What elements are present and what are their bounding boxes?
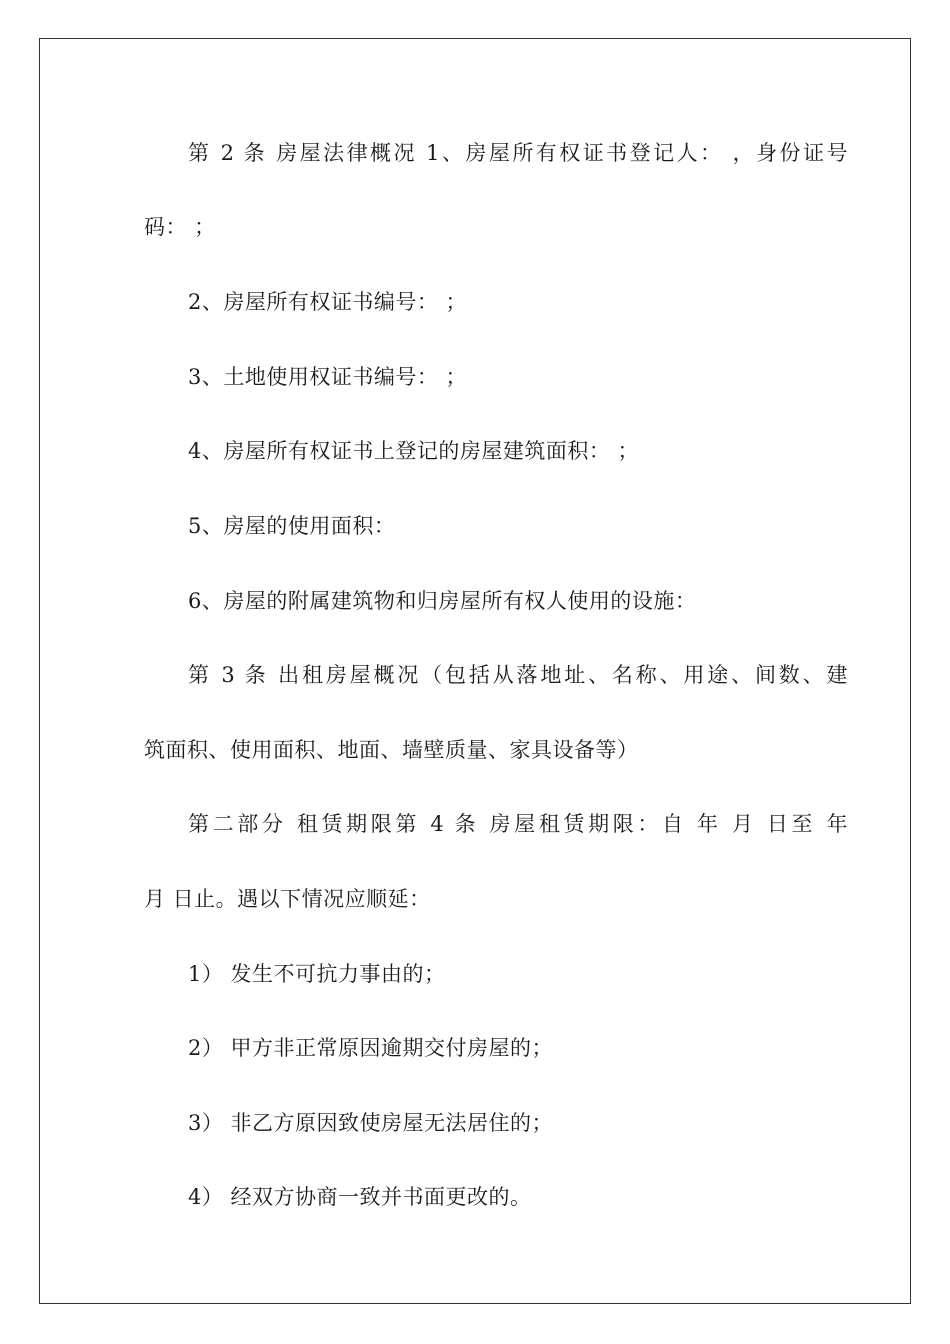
paragraph-line-article-3-cont: 筑面积、使用面积、地面、墙壁质量、家具设备等） xyxy=(144,738,639,762)
list-item-certificate-number: 2、房屋所有权证书编号： ； xyxy=(188,290,468,314)
list-item-usable-area: 5、房屋的使用面积： xyxy=(188,514,396,538)
paragraph-line-article-3: 第 3 条 出租房屋概况（包括从落地址、名称、用途、间数、建 xyxy=(188,663,848,687)
paragraph-line-id-number: 码： ； xyxy=(144,215,216,239)
list-item-mutual-agreement: 4） 经双方协商一致并书面更改的。 xyxy=(188,1185,532,1209)
list-item-building-area: 4、房屋所有权证书上登记的房屋建筑面积： ； xyxy=(188,439,640,463)
list-item-force-majeure: 1） 发生不可抗力事由的； xyxy=(188,962,446,986)
list-item-uninhabitable: 3） 非乙方原因致使房屋无法居住的； xyxy=(188,1111,554,1135)
paragraph-line-part-2-cont: 月 日止。遇以下情况应顺延： xyxy=(144,887,431,911)
paragraph-line-part-2: 第二部分 租赁期限第 4 条 房屋租赁期限：自 年 月 日至 年 xyxy=(188,812,848,836)
document-page xyxy=(39,38,911,1304)
list-item-facilities: 6、房屋的附属建筑物和归房屋所有权人使用的设施： xyxy=(188,589,697,613)
list-item-late-delivery: 2） 甲方非正常原因逾期交付房屋的； xyxy=(188,1036,554,1060)
list-item-land-certificate: 3、土地使用权证书编号： ； xyxy=(188,365,468,389)
paragraph-line-article-2: 第 2 条 房屋法律概况 1、房屋所有权证书登记人： ，身份证号 xyxy=(188,141,848,165)
